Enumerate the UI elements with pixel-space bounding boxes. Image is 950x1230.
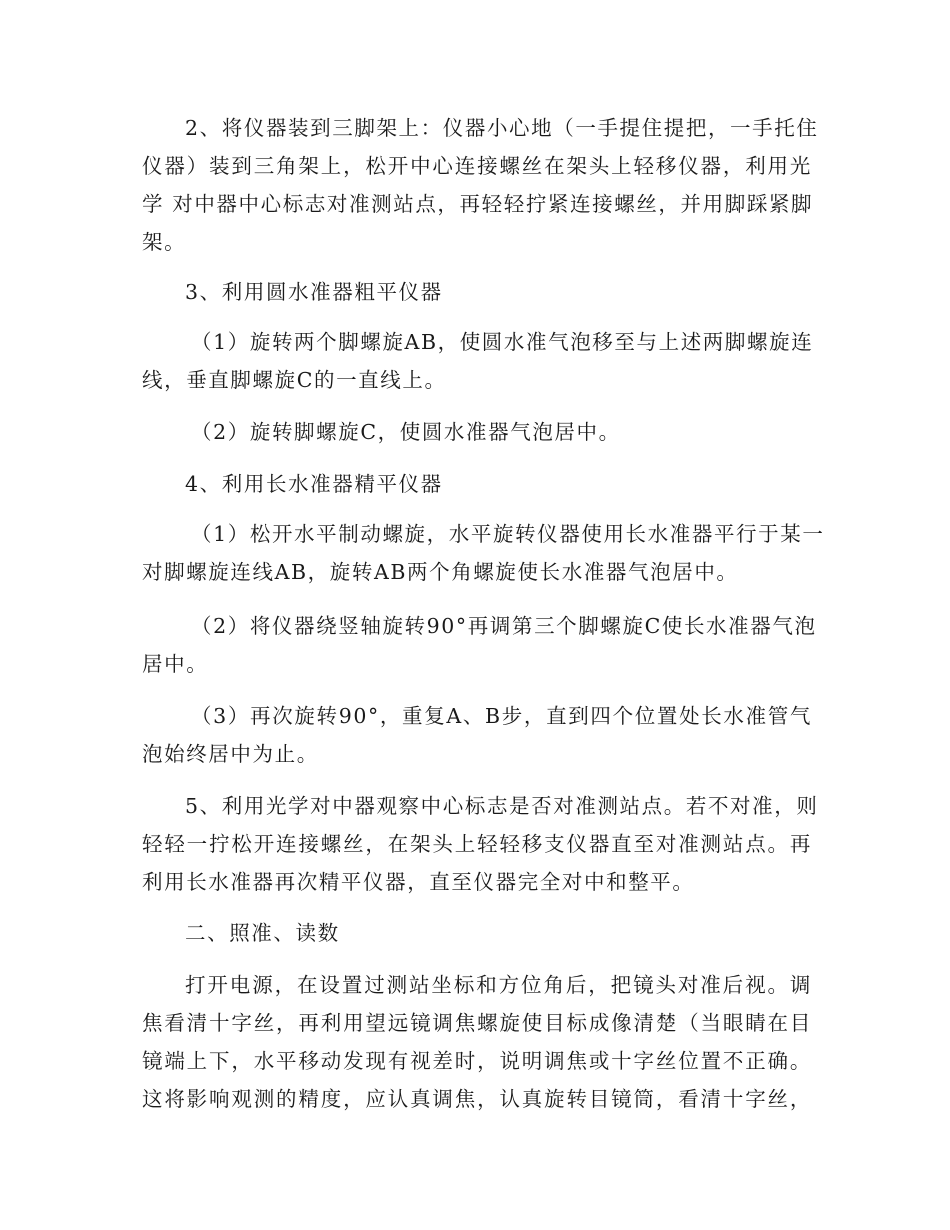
paragraph-fine-step-3 — [142, 697, 812, 773]
text-line: 二、照准、读数 — [185, 921, 340, 945]
section-heading-coarse-level — [142, 273, 812, 311]
text-line: 这将影响观测的精度，应认真调焦，认真旋转目镜筒，看清十字丝， — [142, 1087, 812, 1111]
paragraph-optical-centering — [142, 787, 819, 901]
text-line: 仪器）装到三角架上，松开中心连接螺丝在架头上轻移仪器，利用光 — [142, 154, 812, 178]
text-line: 3、利用圆水准器粗平仪器 — [185, 280, 443, 304]
text-line: （3）再次旋转90°，重复A、B步，直到四个位置处长水准管气 — [191, 704, 812, 728]
text-line: 线，垂直脚螺旋C的一直线上。 — [142, 368, 447, 392]
section-heading-fine-level — [142, 465, 812, 503]
paragraph-fine-step-1 — [142, 515, 825, 591]
text-line: 对脚螺旋连线AB，旋转AB两个角螺旋使长水准器气泡居中。 — [142, 560, 739, 584]
text-line: 2、将仪器装到三脚架上：仪器小心地（一手提住提把，一手托住 — [185, 116, 819, 140]
paragraph-coarse-step-1 — [142, 323, 812, 399]
text-line: 轻轻一拧松开连接螺丝，在架头上轻轻移支仪器直至对准测站点。再 — [142, 832, 812, 856]
text-line: 学 对中器中心标志对准测站点，再轻轻拧紧连接螺丝，并用脚踩紧脚 — [142, 192, 814, 216]
text-line: （1）松开水平制动螺旋，水平旋转仪器使用长水准器平行于某一 — [191, 522, 825, 546]
text-line: 泡始终居中为止。 — [142, 742, 319, 766]
text-line: 4、利用长水准器精平仪器 — [185, 472, 443, 496]
paragraph-sighting-procedure — [142, 966, 812, 1118]
text-line: 镜端上下，水平移动发现有视差时，说明调焦或十字丝位置不正确。 — [142, 1049, 812, 1073]
text-line: 居中。 — [142, 652, 209, 676]
paragraph-setup-tripod — [142, 109, 819, 261]
paragraph-fine-step-2 — [142, 607, 817, 683]
paragraph-coarse-step-2 — [142, 413, 812, 451]
text-line: （1）旋转两个脚螺旋AB，使圆水准气泡移至与上述两脚螺旋连 — [191, 330, 814, 354]
text-line: 架。 — [142, 230, 187, 254]
text-line: （2）将仪器绕竖轴旋转90°再调第三个脚螺旋C使长水准器气泡 — [191, 614, 817, 638]
text-line: 利用长水准器再次精平仪器，直至仪器完全对中和整平。 — [142, 870, 695, 894]
text-line: （2）旋转脚螺旋C，使圆水准器气泡居中。 — [191, 420, 621, 444]
text-line: 打开电源，在设置过测站坐标和方位角后，把镜头对准后视。调 — [185, 973, 812, 997]
text-line: 5、利用光学对中器观察中心标志是否对准测站点。若不对准，则 — [185, 794, 819, 818]
section-heading-sighting-reading — [142, 914, 812, 952]
text-line: 焦看清十字丝，再利用望远镜调焦螺旋使目标成像清楚（当眼睛在目 — [142, 1011, 812, 1035]
